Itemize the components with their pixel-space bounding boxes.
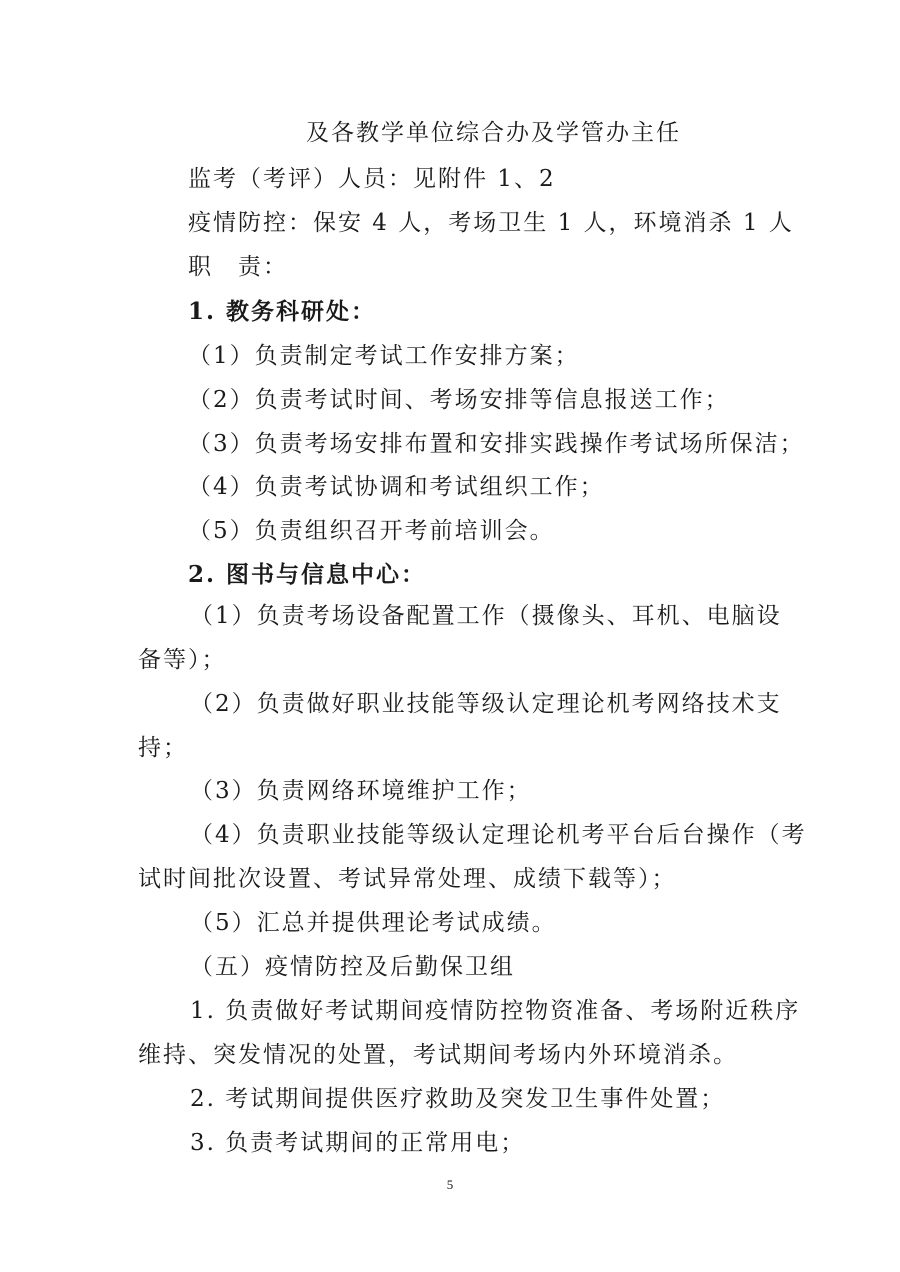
list-item: （4）负责考试协调和考试组织工作； [188,474,605,500]
paragraph-line: 3. 负责考试期间的正常用电； [190,1130,526,1156]
page-number: 5 [446,1177,454,1192]
list-item: （3）负责网络环境维护工作； [190,778,532,804]
list-item: （3）负责考场安排布置和安排实践操作考试场所保洁； [188,431,805,457]
list-item: （4）负责职业技能等级认定理论机考平台后台操作（考 [190,822,807,848]
list-item-continuation: 备等）； [138,647,227,673]
section-heading-epidemic-logistics: （五）疫情防控及后勤保卫组 [190,954,515,980]
list-item-continuation: 持； [138,735,188,761]
invigilator-line: 监考（考评）人员：见附件 1、2 [188,166,556,192]
epidemic-staff-line: 疫情防控：保安 4 人，考场卫生 1 人，环境消杀 1 人 [188,210,794,236]
list-item: （1）负责制定考试工作安排方案； [188,343,580,369]
list-item: （2）负责考试时间、考场安排等信息报送工作； [188,387,730,413]
section-heading-library-info-center: 2. 图书与信息中心： [188,561,427,588]
paragraph-continuation: 维持、突发情况的处置，考试期间考场内外环境消杀。 [138,1042,738,1068]
paragraph-line: 2. 考试期间提供医疗救助及突发卫生事件处置； [190,1086,726,1112]
paragraph-line: 1. 负责做好考试期间疫情防控物资准备、考场附近秩序 [190,998,801,1024]
list-item: （5）汇总并提供理论考试成绩。 [190,910,557,936]
list-item: （1）负责考场设备配置工作（摄像头、耳机、电脑设 [190,603,782,629]
duties-label: 职 责： [188,254,288,280]
heading-line: 及各教学单位综合办及学管办主任 [306,120,681,146]
section-heading-academic-affairs: 1. 教务科研处： [188,298,377,325]
list-item-continuation: 试时间批次设置、考试异常处理、成绩下载等）； [138,866,677,892]
list-item: （2）负责做好职业技能等级认定理论机考网络技术支 [190,691,782,717]
list-item: （5）负责组织召开考前培训会。 [188,518,555,544]
